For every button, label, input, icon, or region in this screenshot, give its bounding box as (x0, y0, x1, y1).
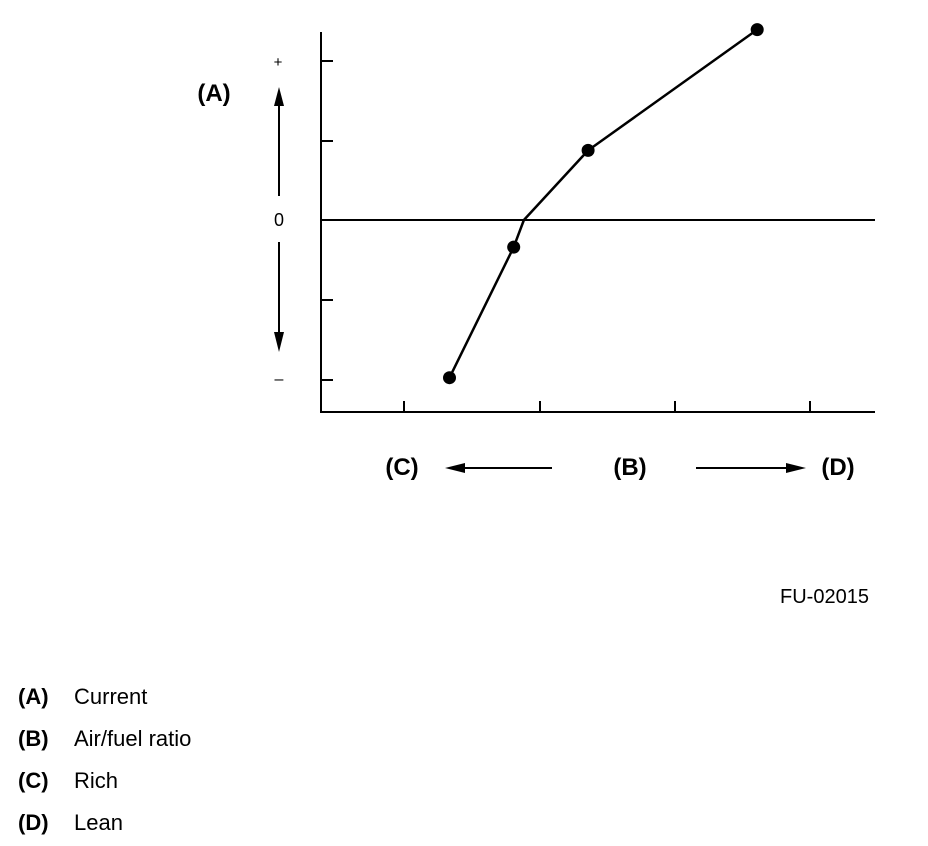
legend-text: Air/fuel ratio (74, 726, 192, 751)
legend-text: Current (74, 684, 148, 709)
x-left-label: (C) (385, 454, 419, 481)
x-left-arrowhead (445, 463, 465, 473)
series-line (450, 30, 758, 378)
data-point (582, 144, 595, 157)
figure-code: FU-02015 (780, 586, 869, 608)
legend-key: (A) (18, 684, 49, 709)
y-minus-label: – (274, 371, 284, 388)
legend-key: (C) (18, 768, 49, 793)
legend-text: Rich (74, 768, 119, 793)
y-up-arrowhead (274, 87, 284, 106)
legend-item (18, 676, 191, 718)
x-right-label: (D) (821, 454, 855, 481)
x-axis-label: (B) (613, 454, 647, 481)
legend (18, 676, 191, 844)
data-point (507, 241, 520, 254)
y-zero-label: 0 (273, 210, 285, 230)
x-right-arrowhead (786, 463, 806, 473)
legend-key: (D) (18, 810, 49, 835)
data-point (751, 23, 764, 36)
y-plus-label: + (273, 54, 283, 71)
data-point (443, 371, 456, 384)
y-down-arrowhead (274, 332, 284, 352)
legend-key: (B) (18, 726, 49, 751)
series-layer (443, 23, 764, 384)
legend-item (18, 802, 191, 844)
y-axis-label: (A) (197, 80, 231, 107)
legend-item (18, 718, 191, 760)
legend-item (18, 760, 191, 802)
legend-text: Lean (74, 810, 123, 835)
